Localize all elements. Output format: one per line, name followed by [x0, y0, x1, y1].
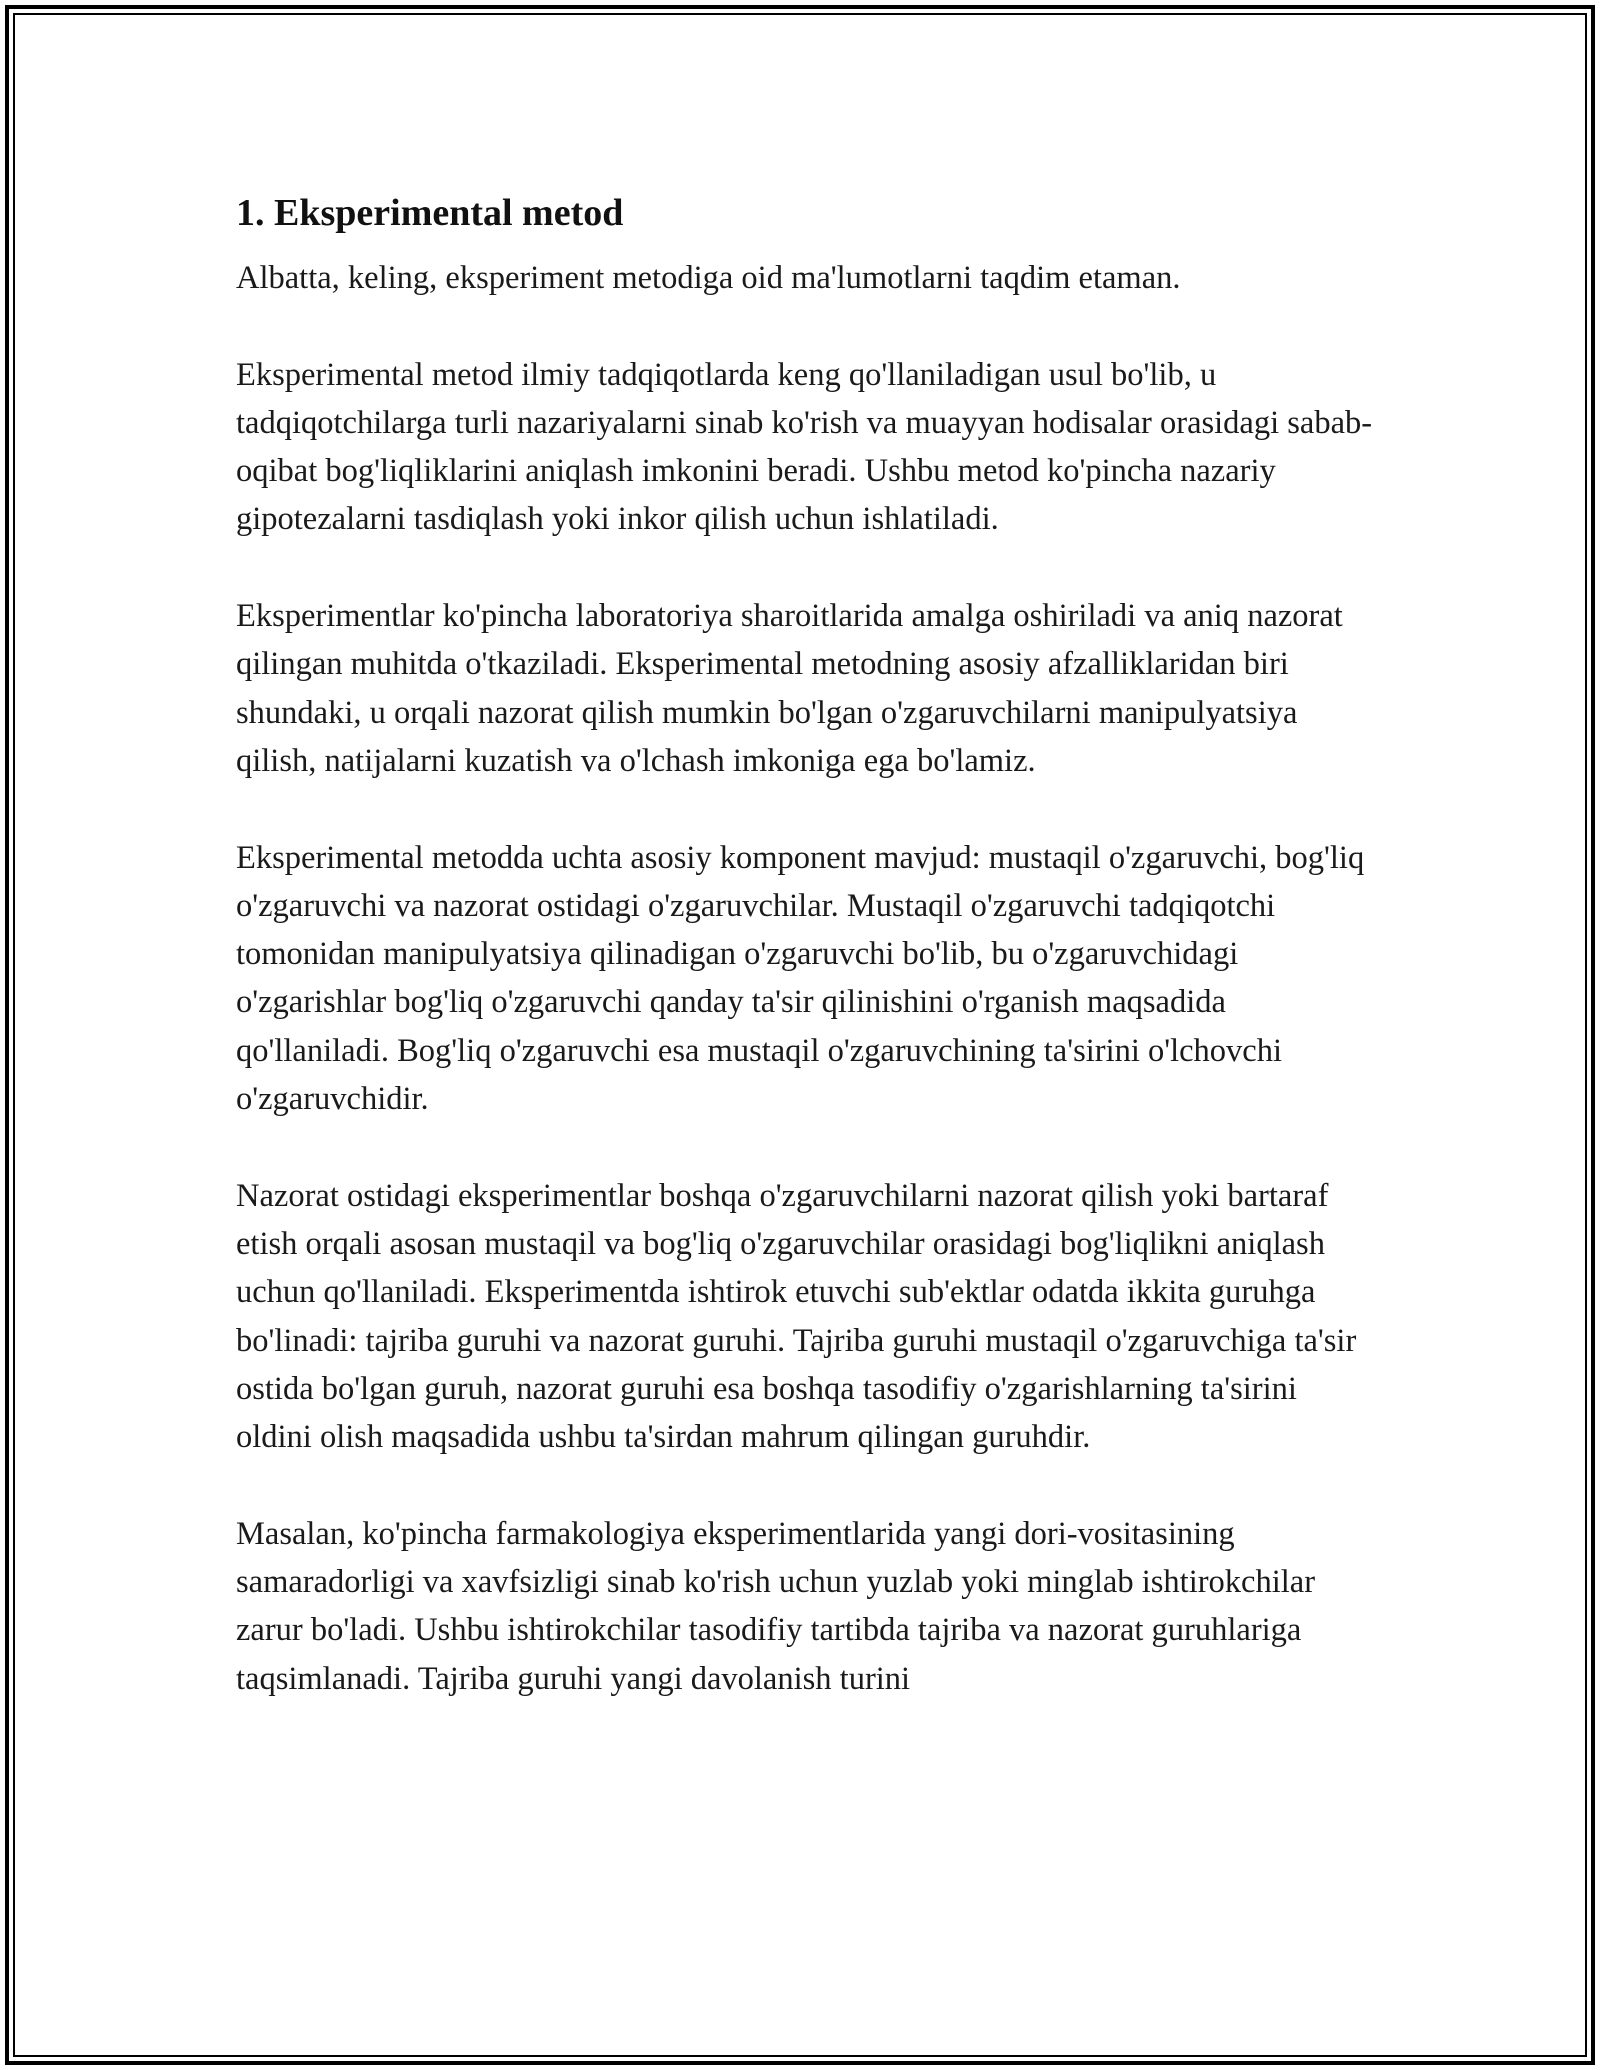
- paragraph-intro: Albatta, keling, eksperiment metodiga oid ma'lumotlarni taqdim etaman.: [236, 260, 1181, 296]
- paragraph-control-groups: Nazorat ostidagi eksperimentlar boshqa o'zgaruvchilarni nazorat qilish yoki bartaraf etish orqali asosan mustaqil va bog'liq o'zgaruvchilar orasidagi bog'liqlikni aniqlash uchun qo'llaniladi. Eksperimentda ishtirok etuvchi sub'ektlar odatda ikkita guruhga bo'linadi: tajriba guruhi va nazorat guruhi. Tajriba guruhi mustaqil o'zgaruvchiga ta'sir ostida bo'lgan guruh, nazorat guruhi esa boshqa tasodifiy o'zgarishlarning ta'sirini oldini olish maqsadida ushbu ta'sirdan mahrum qilingan guruhdir.: [236, 1177, 1357, 1456]
- section-heading: 1. Eksperimental metod: [236, 192, 624, 234]
- paragraph-example: Masalan, ko'pincha farmakologiya eksperimentlarida yangi dori-vositasining samaradorligi va xavfsizligi sinab ko'rish uchun yuzlab yoki minglab ishtirokchilar zarur bo'ladi. Ushbu ishtirokchilar tasodifiy tartibda tajriba va nazorat guruhlariga taqsimlanadi. Tajriba guruhi yangi davolanish turini: [236, 1515, 1316, 1697]
- document-body: [236, 186, 1376, 1751]
- paragraph-components: Eksperimental metodda uchta asosiy komponent mavjud: mustaqil o'zgaruvchi, bog'liq o'zgaruvchi va nazorat ostidagi o'zgaruvchilar. Mustaqil o'zgaruvchi tadqiqotchi tomonidan manipulyatsiya qilinadigan o'zgaruvchi bo'lib, bu o'zgaruvchidagi o'zgarishlar bog'liq o'zgaruvchi qanday ta'sir qilinishini o'rganish maqsadida qo'llaniladi. Bog'liq o'zgaruvchi esa mustaqil o'zgaruvchining ta'sirini o'lchovchi o'zgaruvchidir.: [236, 839, 1365, 1118]
- paragraph-definition: Eksperimental metod ilmiy tadqiqotlarda keng qo'llaniladigan usul bo'lib, u tadqiqotchilarga turli nazariyalarni sinab ko'rish va muayyan hodisalar orasidagi sabab-oqibat bog'liqliklarini aniqlash imkonini beradi. Ushbu metod ko'pincha nazariy gipotezalarni tasdiqlash yoki inkor qilish uchun ishlatiladi.: [236, 356, 1373, 538]
- paragraph-laboratory: Eksperimentlar ko'pincha laboratoriya sharoitlarida amalga oshiriladi va aniq nazorat qilingan muhitda o'tkaziladi. Eksperimental metodning asosiy afzalliklaridan biri shundaki, u orqali nazorat qilish mumkin bo'lgan o'zgaruvchilarni manipulyatsiya qilish, natijalarni kuzatish va o'lchash imkoniga ega bo'lamiz.: [236, 598, 1343, 779]
